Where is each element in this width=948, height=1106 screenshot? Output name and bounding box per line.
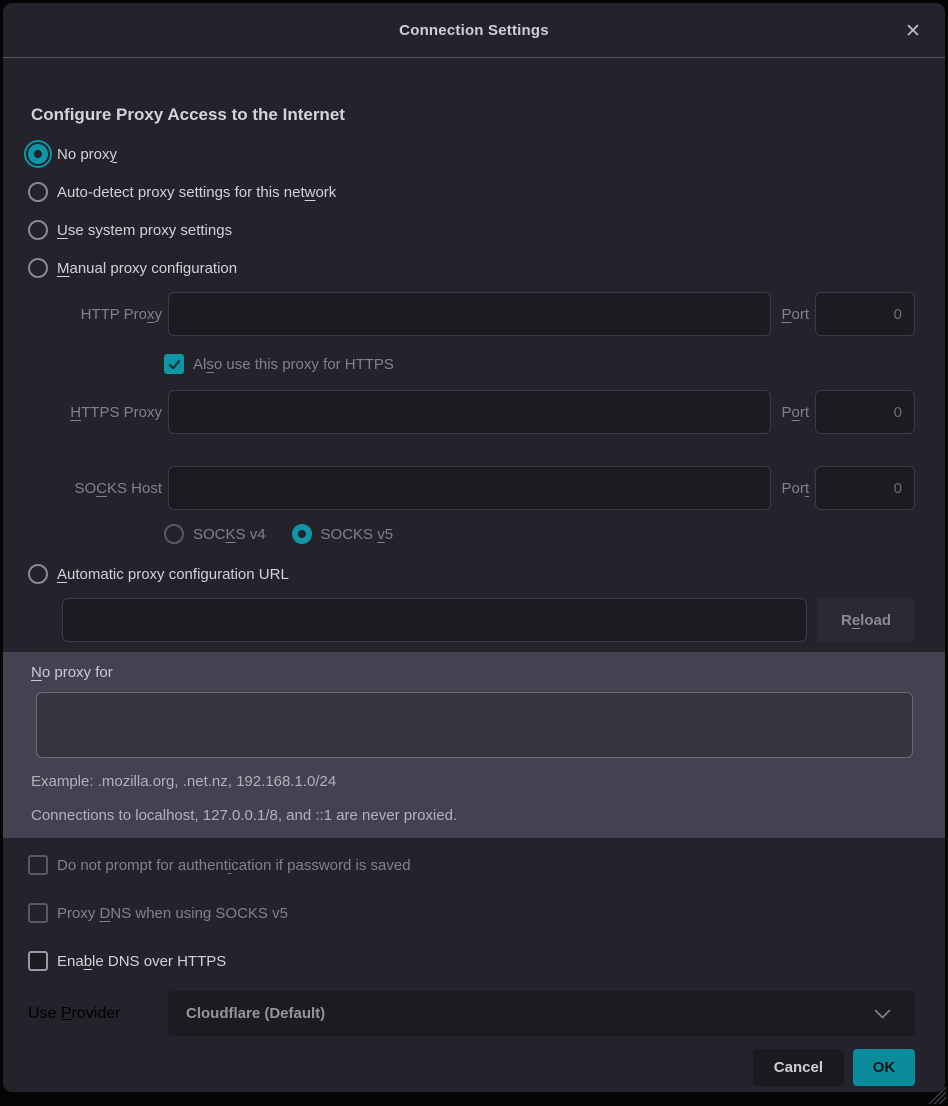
radio-label-auto-detect: Auto-detect proxy settings for this network xyxy=(57,183,337,201)
resize-grip[interactable] xyxy=(928,1086,946,1104)
also-https-checkbox-row xyxy=(164,352,915,376)
auto-url-input xyxy=(62,598,807,642)
provider-dropdown xyxy=(168,991,915,1036)
radio-auto-detect[interactable] xyxy=(28,180,915,204)
http-port-label: Port xyxy=(781,305,809,323)
reload-button: Reload xyxy=(817,598,915,642)
checkmark-icon xyxy=(168,358,181,371)
no-proxy-for-section xyxy=(3,652,945,838)
proxy-mode-radio-group xyxy=(28,142,915,280)
dialog-button-bar xyxy=(28,1049,915,1086)
https-proxy-row xyxy=(28,390,915,434)
radio-label-socks-v4: SOCKS v4 xyxy=(193,525,266,543)
no-prompt-auth-checkbox xyxy=(28,855,48,875)
also-https-label: Also use this proxy for HTTPS xyxy=(193,355,394,373)
provider-dropdown-value: Cloudflare (Default) xyxy=(186,1005,326,1022)
no-proxy-note-text: Connections to localhost, 127.0.0.1/8, and ::1 are never proxied. xyxy=(31,807,458,824)
dialog-content xyxy=(3,105,945,1086)
dialog-title: Connection Settings xyxy=(399,21,549,39)
bottom-checkbox-group xyxy=(28,853,915,973)
no-proxy-for-label: No proxy for xyxy=(31,664,113,681)
socks-host-label: SOCKS Host xyxy=(74,479,162,497)
no-proxy-example-text: Example: .mozilla.org, .net.nz, 192.168.1.0/24 xyxy=(31,773,337,790)
radio-icon-socks-v5 xyxy=(292,524,312,544)
radio-label-no-proxy: No proxy xyxy=(57,145,118,163)
no-prompt-auth-label: Do not prompt for authentication if password is saved xyxy=(57,856,411,874)
also-https-checkbox xyxy=(164,354,184,374)
enable-doh-checkbox[interactable] xyxy=(28,951,48,971)
radio-label-auto-url: Automatic proxy configuration URL xyxy=(57,565,289,583)
enable-doh-label: Enable DNS over HTTPS xyxy=(57,952,227,970)
proxy-dns-checkbox-row xyxy=(28,901,915,925)
enable-doh-checkbox-row[interactable] xyxy=(28,949,915,973)
close-icon[interactable]: ✕ xyxy=(905,20,921,42)
socks-version-radio-group xyxy=(164,522,915,546)
ok-button[interactable]: OK xyxy=(853,1049,915,1086)
radio-no-proxy[interactable] xyxy=(28,142,915,166)
https-port-input xyxy=(815,390,915,434)
connection-settings-dialog xyxy=(3,3,945,1092)
https-port-label: Port xyxy=(781,403,809,421)
proxy-dns-label: Proxy DNS when using SOCKS v5 xyxy=(57,904,288,922)
radio-icon-auto-url xyxy=(28,564,48,584)
no-prompt-auth-checkbox-row xyxy=(28,853,915,877)
no-proxy-for-textarea[interactable] xyxy=(36,692,913,758)
use-provider-label: Use Provider xyxy=(28,1004,121,1022)
radio-socks-v4 xyxy=(164,522,266,546)
http-port-input xyxy=(815,292,915,336)
radio-auto-url[interactable] xyxy=(28,562,915,586)
socks-host-input xyxy=(168,466,771,510)
radio-icon-auto-detect xyxy=(28,182,48,202)
radio-icon-manual-proxy xyxy=(28,258,48,278)
radio-icon-no-proxy xyxy=(28,144,48,164)
https-proxy-label: HTTPS Proxy xyxy=(70,403,162,421)
radio-socks-v5 xyxy=(292,522,394,546)
radio-manual-proxy[interactable] xyxy=(28,256,915,280)
radio-icon-socks-v4 xyxy=(164,524,184,544)
proxy-dns-checkbox xyxy=(28,903,48,923)
radio-system-proxy[interactable] xyxy=(28,218,915,242)
radio-label-system-proxy: Use system proxy settings xyxy=(57,221,233,239)
auto-url-row xyxy=(62,598,915,642)
radio-icon-system-proxy xyxy=(28,220,48,240)
cancel-button[interactable]: Cancel xyxy=(753,1049,844,1086)
http-proxy-row xyxy=(28,292,915,336)
http-proxy-label: HTTP Proxy xyxy=(80,305,162,323)
socks-port-label: Port xyxy=(781,479,809,497)
socks-host-row xyxy=(28,466,915,510)
page-title: Configure Proxy Access to the Internet xyxy=(31,105,345,124)
radio-label-socks-v5: SOCKS v5 xyxy=(320,525,394,543)
chevron-down-icon xyxy=(874,1009,891,1020)
dialog-titlebar xyxy=(3,3,945,58)
socks-port-input xyxy=(815,466,915,510)
https-proxy-input xyxy=(168,390,771,434)
doh-provider-row xyxy=(28,991,915,1036)
http-proxy-input xyxy=(168,292,771,336)
radio-label-manual-proxy: Manual proxy configuration xyxy=(57,259,238,277)
